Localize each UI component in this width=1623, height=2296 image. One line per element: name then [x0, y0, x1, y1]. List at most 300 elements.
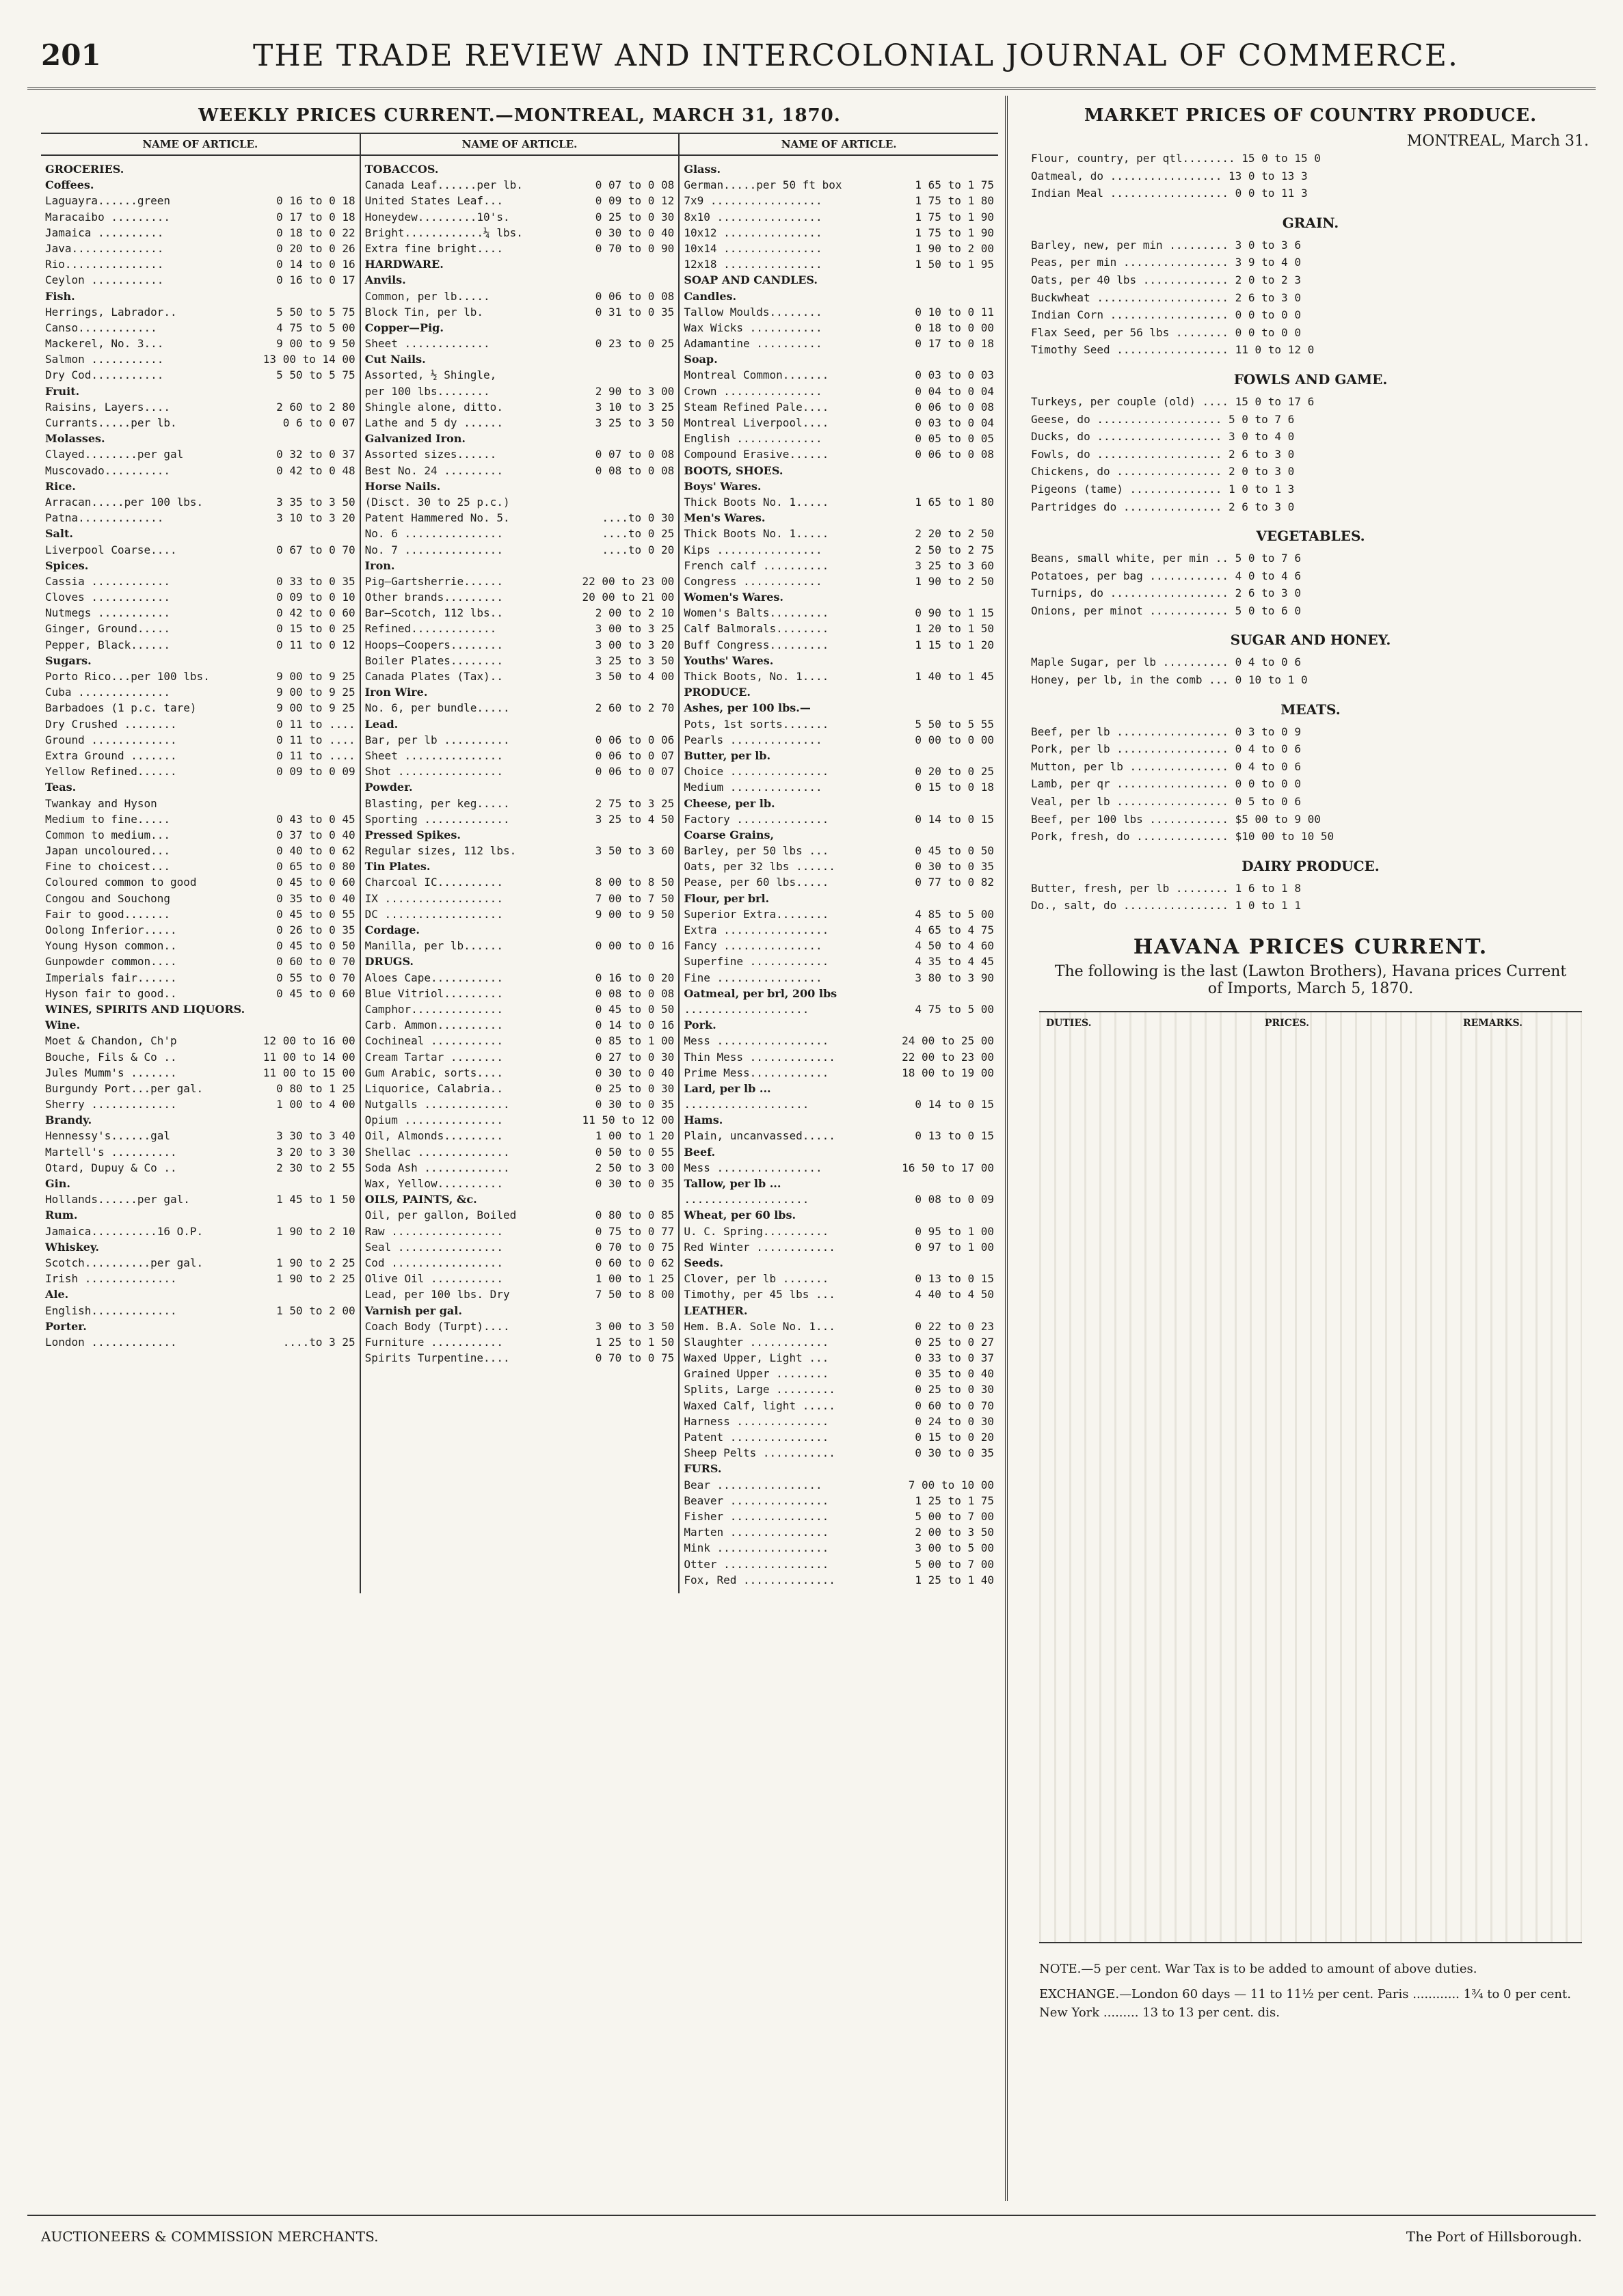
article-name: Scotch..........per gal.	[45, 1256, 204, 1269]
article-rate: 1 90 to 2 10	[276, 1224, 356, 1238]
produce-row: Beef, per 100 lbs ............ $5 00 to 9 00	[1031, 812, 1321, 826]
price-row	[365, 177, 675, 193]
article-name: Harness ..............	[684, 1414, 829, 1428]
article-rate: 3 20 to 3 30	[276, 1145, 356, 1159]
produce-row: Onions, per minot ............ 5 0 to 6 0	[1031, 604, 1301, 617]
article-name: Moet & Chandon, Ch'p	[45, 1034, 177, 1048]
price-row	[45, 637, 356, 653]
article-rate: 4 85 to 5 00	[915, 907, 994, 921]
article-rate: 0 13 to 0 15	[915, 1272, 994, 1286]
article-name: Kips ................	[684, 543, 822, 556]
category-heading: Sugars.	[45, 653, 92, 667]
price-row	[45, 827, 356, 843]
article-rate: 0 45 to 0 55	[276, 907, 356, 921]
prices-table	[41, 133, 998, 1593]
price-row	[45, 193, 356, 208]
price-row	[45, 1224, 356, 1239]
price-row	[45, 859, 356, 874]
article-rate: 0 45 to 0 50	[595, 1002, 675, 1016]
article-name: Soda Ash .............	[364, 1161, 510, 1174]
article-rate: 1 90 to 2 00	[915, 241, 994, 255]
article-rate: 0 6 to 0 07	[282, 416, 356, 429]
price-row	[684, 383, 994, 399]
category-heading: Beef.	[684, 1145, 716, 1159]
article-rate: 0 60 to 0 70	[915, 1399, 994, 1412]
article-rate: 0 32 to 0 37	[276, 448, 356, 461]
price-row	[45, 1128, 356, 1144]
price-row	[45, 542, 356, 558]
article-name: Barley, per 50 lbs ...	[684, 844, 829, 858]
article-rate: 11 00 to 14 00	[263, 1050, 356, 1064]
article-name: London .............	[45, 1335, 177, 1349]
produce-row: Buckwheat .................... 2 6 to 3 0	[1031, 291, 1301, 304]
produce-row: Indian Meal .................. 0 0 to 11 3	[1031, 187, 1308, 200]
article-rate: 0 07 to 0 08	[595, 178, 675, 192]
price-row	[365, 621, 675, 636]
price-row	[684, 494, 994, 510]
price-row	[45, 1160, 356, 1176]
price-row	[365, 1017, 675, 1033]
market-title: MARKET PRICES OF COUNTRY PRODUCE.	[1084, 105, 1538, 126]
article-name: Jamaica..........16 O.P.	[45, 1224, 204, 1238]
article-name: Hoops—Coopers........	[364, 638, 503, 651]
article-rate: 0 30 to 0 35	[595, 1098, 675, 1111]
article-name: Furniture ...........	[364, 1335, 503, 1349]
category-heading: Pork.	[684, 1018, 716, 1032]
price-row	[365, 668, 675, 684]
article-name: Mackerel, No. 3...	[45, 337, 164, 351]
article-name: Pease, per 60 lbs.....	[684, 876, 829, 889]
article-name: Choice ...............	[684, 765, 829, 779]
article-rate: 0 43 to 0 45	[276, 812, 356, 826]
category-heading: Gin.	[45, 1177, 70, 1190]
price-row	[684, 1224, 994, 1239]
article-name: Sherry .............	[45, 1098, 177, 1111]
article-rate: 7 00 to 10 00	[908, 1478, 994, 1491]
price-row	[365, 288, 675, 304]
prices-column-1	[41, 155, 360, 1593]
price-row	[45, 1271, 356, 1286]
article-name: Martell's ..........	[45, 1145, 177, 1159]
price-row	[365, 653, 675, 668]
article-name: German.....per 50 ft box	[684, 178, 842, 192]
price-row	[45, 621, 356, 636]
article-name: Mess ................	[684, 1161, 822, 1174]
category-heading: PRODUCE.	[684, 686, 751, 699]
article-rate: 2 50 to 3 00	[595, 1161, 675, 1174]
header-rule	[27, 87, 1596, 90]
category-heading: Soap.	[684, 353, 718, 366]
article-name: Thick Boots, No. 1....	[684, 670, 829, 683]
price-row	[365, 383, 675, 399]
price-row	[365, 1334, 675, 1350]
article-rate: 0 25 to 0 30	[915, 1383, 994, 1396]
category-heading: Seeds.	[684, 1256, 723, 1269]
article-name: Cod .................	[364, 1256, 503, 1269]
article-name: Arracan.....per 100 lbs.	[45, 495, 204, 509]
article-name: Maracaibo .........	[45, 210, 171, 224]
article-name: Mink .................	[684, 1541, 829, 1555]
article-rate: 3 00 to 5 00	[915, 1541, 994, 1555]
article-name: Raw .................	[364, 1224, 503, 1238]
footer-rule	[27, 2215, 1596, 2216]
produce-row: Oatmeal, do ................. 13 0 to 13 3	[1031, 169, 1308, 183]
produce-row: Geese, do ................... 5 0 to 7 6	[1031, 412, 1295, 426]
article-name: Cassia ............	[45, 574, 171, 588]
article-rate: 1 75 to 1 90	[915, 226, 994, 239]
price-row	[45, 225, 356, 241]
article-name: Extra ................	[684, 923, 829, 936]
price-row	[45, 367, 356, 383]
price-row	[365, 526, 675, 541]
price-row	[684, 1398, 994, 1414]
article-name: Regular sizes, 112 lbs.	[364, 844, 517, 858]
article-name: Cochineal ...........	[364, 1034, 503, 1048]
article-rate: 0 14 to 0 15	[915, 812, 994, 826]
article-name: Sporting .............	[364, 812, 510, 826]
article-rate: 1 25 to 1 75	[915, 1494, 994, 1507]
article-rate: 2 50 to 2 75	[915, 543, 994, 556]
column-divider	[1005, 96, 1008, 2201]
article-name: Fine ................	[684, 971, 822, 984]
price-row	[45, 954, 356, 969]
article-name: Clover, per lb .......	[684, 1272, 829, 1286]
produce-row: Veal, per lb ................. 0 5 to 0 6	[1031, 795, 1301, 809]
article-rate: 0 30 to 0 35	[915, 1446, 994, 1460]
price-row	[365, 367, 675, 383]
price-row	[365, 336, 675, 351]
article-name: Splits, Large .........	[684, 1383, 835, 1396]
article-rate: 3 25 to 3 50	[595, 653, 675, 667]
article-name: Thin Mess .............	[684, 1050, 835, 1064]
article-name: Oil, per gallon, Boiled	[364, 1208, 517, 1222]
article-name: Beaver ...............	[684, 1494, 829, 1507]
article-rate: 0 00 to 0 16	[595, 939, 675, 953]
price-row	[365, 589, 675, 605]
price-row	[365, 700, 675, 716]
article-name: Assorted sizes......	[364, 448, 497, 461]
dairy-list	[1025, 880, 1596, 915]
price-row	[365, 446, 675, 462]
article-rate: 0 08 to 0 08	[595, 463, 675, 477]
category-heading: DRUGS.	[364, 955, 414, 969]
article-rate: 0 30 to 0 35	[595, 1177, 675, 1190]
article-rate: 9 00 to 9 50	[595, 907, 675, 921]
article-name: Camphor..............	[364, 1002, 503, 1016]
price-row	[684, 1540, 994, 1556]
price-row	[45, 796, 356, 811]
price-row	[684, 1381, 994, 1397]
article-name: Wax, Yellow..........	[364, 1177, 503, 1190]
article-name: Rio...............	[45, 258, 164, 271]
article-name: Canso............	[45, 321, 157, 334]
article-rate: 0 10 to 0 11	[915, 305, 994, 319]
category-heading: Anvils.	[364, 273, 406, 287]
article-rate: 0 27 to 0 30	[595, 1050, 675, 1064]
article-name: Olive Oil ...........	[364, 1272, 503, 1286]
article-name: Laguayra......green	[45, 194, 171, 208]
article-name: Grained Upper ........	[684, 1367, 829, 1381]
article-name: Slaughter ............	[684, 1335, 829, 1349]
article-name: Nutmegs ...........	[45, 606, 171, 620]
category-heading: Cut Nails.	[364, 353, 426, 366]
article-rate: 1 50 to 1 95	[915, 258, 994, 271]
article-rate: 3 25 to 3 60	[915, 558, 994, 572]
article-rate: 0 45 to 0 50	[276, 939, 356, 953]
article-name: Medium ..............	[684, 781, 822, 794]
article-rate: 2 60 to 2 70	[595, 701, 675, 715]
article-rate: 0 24 to 0 30	[915, 1414, 994, 1428]
price-row	[365, 605, 675, 621]
article-rate: 3 00 to 3 50	[595, 1319, 675, 1333]
article-rate: 0 35 to 0 40	[915, 1367, 994, 1381]
article-name: Clayed........per gal	[45, 448, 184, 461]
article-rate: 0 09 to 0 12	[595, 194, 675, 208]
article-name: Coloured common to good	[45, 876, 197, 889]
article-rate: 0 70 to 0 75	[595, 1240, 675, 1254]
article-rate: 0 16 to 0 18	[276, 194, 356, 208]
article-name: Montreal Liverpool....	[684, 416, 829, 429]
meats-heading: MEATS.	[1280, 701, 1341, 718]
article-rate: 22 00 to 23 00	[582, 574, 675, 588]
article-rate: 4 40 to 4 50	[915, 1288, 994, 1301]
article-name: Other brands.........	[364, 591, 503, 604]
category-heading: Flour, per brl.	[684, 891, 770, 905]
article-name: No. 6, per bundle.....	[364, 701, 510, 715]
price-row	[365, 209, 675, 225]
article-rate: 7 50 to 8 00	[595, 1288, 675, 1301]
price-row	[684, 256, 994, 272]
havana-section	[1025, 935, 1596, 1943]
price-row	[684, 320, 994, 336]
article-rate: 1 90 to 2 50	[915, 574, 994, 588]
meats-list	[1025, 723, 1596, 846]
dairy-heading: DAIRY PRODUCE.	[1242, 857, 1380, 874]
category-heading: Wheat, per 60 lbs.	[684, 1208, 796, 1222]
price-row	[684, 526, 994, 541]
article-rate: ....to 3 25	[282, 1335, 356, 1349]
price-row	[45, 811, 356, 827]
article-name: Patna.............	[45, 511, 164, 525]
category-heading: Cheese, per lb.	[684, 796, 775, 810]
price-row	[45, 415, 356, 431]
price-row	[684, 415, 994, 431]
article-rate: 0 15 to 0 18	[915, 781, 994, 794]
price-row	[45, 446, 356, 462]
price-row	[684, 605, 994, 621]
article-name: No. 6 ...............	[364, 527, 503, 541]
price-row	[365, 970, 675, 986]
article-name: Common to medium...	[45, 828, 171, 841]
article-name: Superfine ............	[684, 955, 829, 969]
article-rate: 1 20 to 1 50	[915, 622, 994, 636]
category-heading: Tallow, per lb ...	[684, 1177, 781, 1190]
price-row	[365, 304, 675, 320]
article-name: Sheep Pelts ...........	[684, 1446, 835, 1460]
price-row	[365, 891, 675, 906]
article-name: Shingle alone, ditto.	[364, 400, 503, 414]
category-heading: Oatmeal, per brl, 200 lbs	[684, 986, 837, 1000]
article-name: Boiler Plates........	[364, 653, 503, 667]
article-rate: 0 16 to 0 17	[276, 273, 356, 287]
category-heading: Horse Nails.	[364, 479, 441, 493]
article-name: Assorted, ½ Shingle,	[364, 368, 497, 382]
article-name: Charcoal IC..........	[364, 876, 503, 889]
article-rate: 0 50 to 0 55	[595, 1145, 675, 1159]
produce-row: Indian Corn .................. 0 0 to 0 0	[1031, 308, 1301, 322]
price-row	[365, 1144, 675, 1160]
article-rate: 1 65 to 1 75	[915, 178, 994, 192]
category-heading: LEATHER.	[684, 1304, 748, 1317]
category-heading: Varnish per gal.	[364, 1304, 462, 1317]
article-name: Liverpool Coarse....	[45, 543, 177, 556]
price-row	[684, 241, 994, 256]
article-name: 7x9 .................	[684, 194, 822, 208]
article-rate: 0 20 to 0 25	[915, 765, 994, 779]
price-row	[45, 843, 356, 859]
article-rate: 0 14 to 0 16	[595, 1018, 675, 1032]
article-rate: 0 03 to 0 04	[915, 416, 994, 429]
category-heading: Tin Plates.	[364, 860, 431, 874]
article-rate: 0 60 to 0 62	[595, 1256, 675, 1269]
article-name: Salmon ...........	[45, 353, 164, 366]
article-name: Shellac ..............	[364, 1145, 510, 1159]
category-heading: Pressed Spikes.	[364, 828, 461, 841]
price-row	[365, 510, 675, 526]
grain-list	[1025, 237, 1596, 359]
article-rate: 0 06 to 0 06	[595, 733, 675, 746]
article-rate: 7 00 to 7 50	[595, 891, 675, 905]
price-row	[684, 1033, 994, 1049]
category-heading: Rum.	[45, 1208, 78, 1222]
article-rate: 0 45 to 0 50	[915, 844, 994, 858]
article-name: Prime Mess............	[684, 1066, 829, 1079]
price-row	[684, 1096, 994, 1112]
article-name: Young Hyson common..	[45, 939, 177, 953]
article-name: Plain, uncanvassed.....	[684, 1129, 835, 1143]
article-rate: 0 25 to 0 30	[595, 1081, 675, 1095]
article-rate: 0 15 to 0 25	[276, 622, 356, 636]
category-heading: Galvanized Iron.	[364, 432, 466, 446]
category-heading: Men's Wares.	[684, 511, 766, 525]
article-rate: 1 15 to 1 20	[915, 638, 994, 651]
article-name: Bear ................	[684, 1478, 822, 1491]
category-heading: Youths' Wares.	[684, 653, 774, 667]
article-rate: 0 25 to 0 27	[915, 1335, 994, 1349]
article-rate: 0 03 to 0 03	[915, 368, 994, 382]
produce-row: Lamb, per qr ................. 0 0 to 0 0	[1031, 777, 1301, 791]
article-name: Oil, Almonds.........	[364, 1129, 503, 1143]
produce-row: Turkeys, per couple (old) .... 15 0 to 17 6	[1031, 394, 1315, 408]
article-rate: 0 77 to 0 82	[915, 876, 994, 889]
article-name: Superior Extra........	[684, 907, 829, 921]
article-rate: 0 06 to 0 08	[595, 289, 675, 303]
price-row	[45, 510, 356, 526]
article-rate: 0 11 to ....	[276, 733, 356, 746]
category-heading: Rice.	[45, 479, 76, 493]
article-rate: 1 45 to 1 50	[276, 1193, 356, 1206]
article-name: Congou and Souchong	[45, 891, 171, 905]
price-row	[45, 668, 356, 684]
article-rate: 2 30 to 2 55	[276, 1161, 356, 1174]
header-name-2: NAME OF ARTICLE.	[360, 133, 680, 155]
article-name: Marten ...............	[684, 1526, 829, 1539]
price-row	[365, 732, 675, 748]
article-name: Calf Balmorals........	[684, 622, 829, 636]
article-rate: 0 60 to 0 70	[276, 955, 356, 969]
price-row	[45, 1096, 356, 1112]
article-name: Montreal Common.......	[684, 368, 829, 382]
price-row	[45, 700, 356, 716]
notes	[1039, 1960, 1582, 2022]
article-rate: 0 31 to 0 35	[595, 305, 675, 319]
article-rate: 0 55 to 0 70	[276, 971, 356, 984]
article-rate: 8 00 to 8 50	[595, 876, 675, 889]
article-rate: 22 00 to 23 00	[902, 1050, 994, 1064]
article-rate: 0 06 to 0 07	[595, 765, 675, 779]
article-rate: 0 67 to 0 70	[276, 543, 356, 556]
article-rate: 3 00 to 3 25	[595, 622, 675, 636]
article-rate: 4 65 to 4 75	[915, 923, 994, 936]
price-row	[684, 637, 994, 653]
article-name: Cream Tartar ........	[364, 1050, 503, 1064]
price-row	[365, 1271, 675, 1286]
price-row	[684, 716, 994, 732]
price-row	[684, 1160, 994, 1176]
article-name: Canada Plates (Tax)..	[364, 670, 503, 683]
article-name: Irish ..............	[45, 1272, 177, 1286]
produce-row: Mutton, per lb ............... 0 4 to 0 6	[1031, 759, 1301, 773]
havana-intro: The following is the last (Lawton Brothers), Havana prices Current of Imports, March 5, 1870.	[1054, 963, 1567, 997]
price-row	[45, 970, 356, 986]
article-name: Pepper, Black......	[45, 638, 171, 651]
price-row	[45, 1144, 356, 1160]
footer-right: The Port of Hillsborough.	[1406, 2228, 1582, 2245]
article-rate: 2 90 to 3 00	[595, 384, 675, 398]
page-number: 201	[41, 38, 101, 72]
price-row	[365, 874, 675, 890]
war-tax-note: NOTE.—5 per cent. War Tax is to be added to amount of above duties.	[1039, 1962, 1477, 1976]
article-rate: 0 85 to 1 00	[595, 1034, 675, 1048]
article-name: Hyson fair to good..	[45, 986, 177, 1000]
article-name: Sheet .............	[364, 337, 490, 351]
price-row	[684, 1350, 994, 1366]
article-name: Japan uncoloured...	[45, 844, 171, 858]
article-name: U. C. Spring..........	[684, 1224, 829, 1238]
category-heading: SOAP AND CANDLES.	[684, 273, 818, 287]
price-row	[45, 399, 356, 415]
article-rate: 0 33 to 0 35	[276, 574, 356, 588]
category-heading: Women's Wares.	[684, 591, 783, 604]
sugar-list	[1025, 653, 1596, 688]
article-name: Jules Mumm's .......	[45, 1066, 177, 1079]
article-rate: 0 14 to 0 16	[276, 258, 356, 271]
article-rate: 18 00 to 19 00	[902, 1066, 994, 1079]
category-heading: Copper—Pig.	[364, 321, 444, 334]
produce-row: Maple Sugar, per lb .......... 0 4 to 0 6	[1031, 656, 1301, 669]
price-row	[365, 193, 675, 208]
article-name: Mess .................	[684, 1034, 829, 1048]
category-heading: Molasses.	[45, 432, 105, 446]
article-rate: 1 40 to 1 45	[915, 670, 994, 683]
article-name: Dry Cod...........	[45, 368, 164, 382]
price-row	[684, 906, 994, 922]
article-rate: 0 97 to 1 00	[915, 1240, 994, 1254]
article-name: Hennessy's......gal	[45, 1129, 171, 1143]
price-row	[684, 1366, 994, 1381]
price-row	[45, 764, 356, 779]
article-name: Bouche, Fils & Co ..	[45, 1050, 177, 1064]
